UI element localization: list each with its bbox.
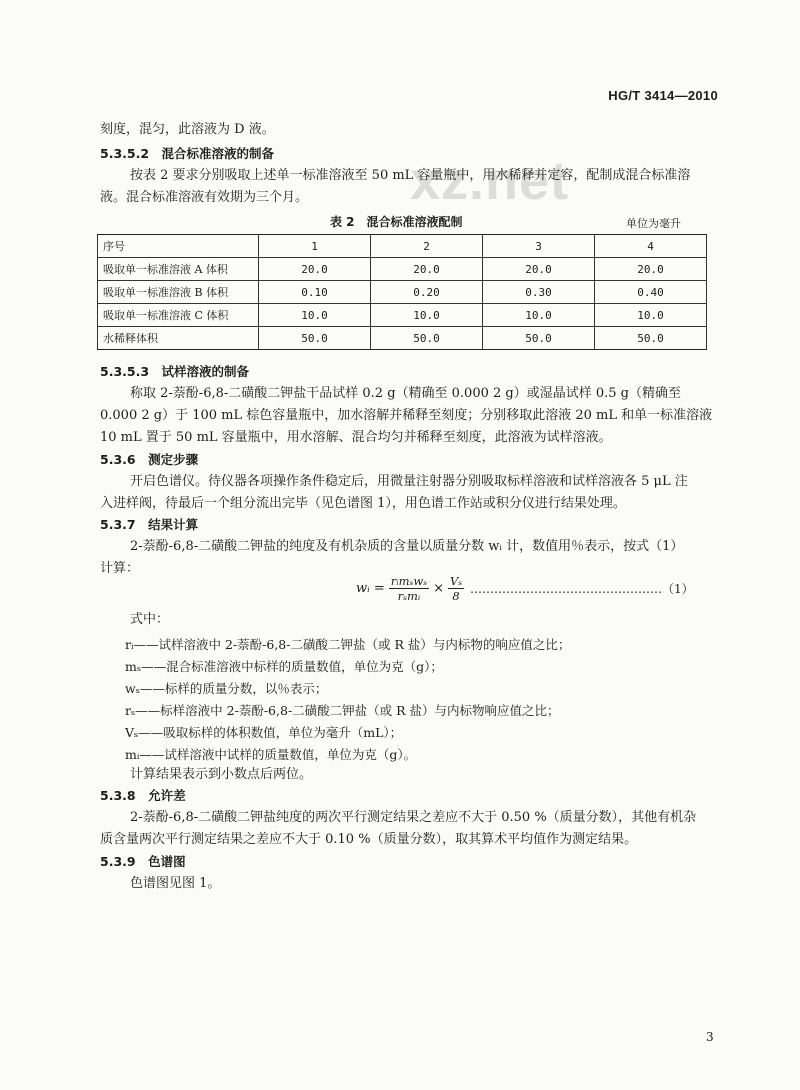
- formula-1: [356, 574, 468, 603]
- section-heading-5-3-6: 5.3.6 测定步骤: [100, 452, 199, 467]
- table-cell: 水稀释体积: [98, 327, 259, 350]
- table-cell: 吸取单一标准溶液 A 体积: [98, 258, 259, 281]
- paragraph-line: 刻度，混匀，此溶液为 D 液。: [100, 122, 275, 137]
- variable-definition: Vₛ——吸取标样的体积数值，单位为毫升（mL）；: [125, 725, 403, 740]
- paragraph-line: 开启色谱仪。待仪器各项操作条件稳定后，用微量注射器分别吸取标样溶液和试样溶液各 5 μL 注: [130, 474, 688, 489]
- formula-fraction: [389, 574, 429, 603]
- formula-numerator: Vₛ: [450, 574, 463, 588]
- paragraph-line: 入进样阀，待最后一个组分流出完毕（见色谱图 1），用色谱工作站或积分仪进行结果处理。: [100, 496, 626, 511]
- table-cell: 10.0: [595, 304, 707, 327]
- mixed-standard-table: [97, 234, 707, 350]
- page-number: 3: [706, 1030, 714, 1044]
- table-row: [98, 304, 707, 327]
- table-cell: 50.0: [371, 327, 483, 350]
- paragraph-line: 2-萘酚-6,8-二磺酸二钾盐的纯度及有机杂质的含量以质量分数 wᵢ 计，数值用％表示，按式（1）: [130, 539, 684, 554]
- table-cell: 0.40: [595, 281, 707, 304]
- section-heading-5-3-5-3: 5.3.5.3 试样溶液的制备: [100, 364, 250, 379]
- table-cell: 20.0: [595, 258, 707, 281]
- table-cell: 吸取单一标准溶液 C 体积: [98, 304, 259, 327]
- table-cell: 50.0: [259, 327, 371, 350]
- table-cell: 10.0: [371, 304, 483, 327]
- table-cell: 20.0: [483, 258, 595, 281]
- table-header-cell: 3: [483, 235, 595, 258]
- formula-denominator: rₛmᵢ: [397, 589, 421, 603]
- table-header-cell: 4: [595, 235, 707, 258]
- variable-definition: mₛ——混合标准溶液中标样的质量数值，单位为克（g）；: [125, 659, 443, 674]
- paragraph-line: 称取 2-萘酚-6,8-二磺酸二钾盐干品试样 0.2 g（精确至 0.000 2 g）或湿晶试样 0.5 g（精确至: [130, 386, 681, 401]
- paragraph-line: 计算：: [100, 561, 140, 576]
- variable-definition: rᵢ——试样溶液中 2-萘酚-6,8-二磺酸二钾盐（或 R 盐）与内标物的响应值之比；: [125, 637, 571, 652]
- table-row: [98, 327, 707, 350]
- table-cell: 10.0: [483, 304, 595, 327]
- variable-definition: wₛ——标样的质量分数，以％表示；: [125, 681, 328, 696]
- table-cell: 50.0: [595, 327, 707, 350]
- table-header-cell: 序号: [98, 235, 259, 258]
- section-heading-5-3-9: 5.3.9 色谱图: [100, 854, 186, 869]
- table-unit: 单位为毫升: [626, 217, 681, 230]
- section-heading-5-3-7: 5.3.7 结果计算: [100, 517, 199, 532]
- table-header-cell: 2: [371, 235, 483, 258]
- table-header-cell: 1: [259, 235, 371, 258]
- formula-denominator: 8: [452, 589, 460, 603]
- paragraph-line: 质含量两次平行测定结果之差应不大于 0.10 %（质量分数），取其算术平均值作为测定结果。: [100, 832, 638, 847]
- table-cell: 10.0: [259, 304, 371, 327]
- formula-fraction: [448, 574, 464, 603]
- paragraph-line: 液。混合标准溶液有效期为三个月。: [100, 190, 309, 205]
- section-heading-5-3-5-2: 5.3.5.2 混合标准溶液的制备: [100, 146, 275, 161]
- paragraph-line: 按表 2 要求分别吸取上述单一标准溶液至 50 mL 容量瓶中，用水稀释并定容，配制成混合标准溶: [130, 168, 691, 183]
- table-cell: 50.0: [483, 327, 595, 350]
- table-header-row: [98, 235, 707, 258]
- watermark: xz.net: [410, 151, 570, 211]
- table-cell: 0.10: [259, 281, 371, 304]
- table-caption: 表 2 混合标准溶液配制: [330, 215, 463, 229]
- table-cell: 吸取单一标准溶液 B 体积: [98, 281, 259, 304]
- rounding-note: 计算结果表示到小数点后两位。: [130, 767, 313, 782]
- equation-number: …………………………………………（1）: [470, 582, 694, 596]
- standard-number: HG/T 3414—2010: [608, 88, 718, 103]
- paragraph-line: 10 mL 置于 50 mL 容量瓶中，用水溶解、混合均匀并稀释至刻度，此溶液为试样溶液。: [100, 430, 612, 445]
- table-cell: 20.0: [371, 258, 483, 281]
- formula-lhs: wᵢ =: [356, 581, 385, 596]
- table-row: [98, 281, 707, 304]
- where-label: 式中：: [130, 612, 170, 627]
- table-cell: 20.0: [259, 258, 371, 281]
- section-heading-5-3-8: 5.3.8 允许差: [100, 788, 186, 803]
- variable-definition: rₛ——标样溶液中 2-萘酚-6,8-二磺酸二钾盐（或 R 盐）与内标物响应值之比；: [125, 703, 560, 718]
- variable-definition: mᵢ——试样溶液中试样的质量数值，单位为克（g）。: [125, 747, 417, 762]
- table-row: [98, 258, 707, 281]
- formula-times: ×: [433, 581, 444, 596]
- formula-numerator: rᵢmₛwₛ: [390, 574, 428, 588]
- paragraph-line: 色谱图见图 1。: [130, 876, 221, 891]
- paragraph-line: 2-萘酚-6,8-二磺酸二钾盐纯度的两次平行测定结果之差应不大于 0.50 %（质量分数），其他有机杂: [130, 810, 697, 825]
- table-cell: 0.30: [483, 281, 595, 304]
- table-cell: 0.20: [371, 281, 483, 304]
- paragraph-line: 0.000 2 g）于 100 mL 棕色容量瓶中，加水溶解并稀释至刻度；分别移取此溶液 20 mL 和单一标准溶液: [100, 408, 713, 423]
